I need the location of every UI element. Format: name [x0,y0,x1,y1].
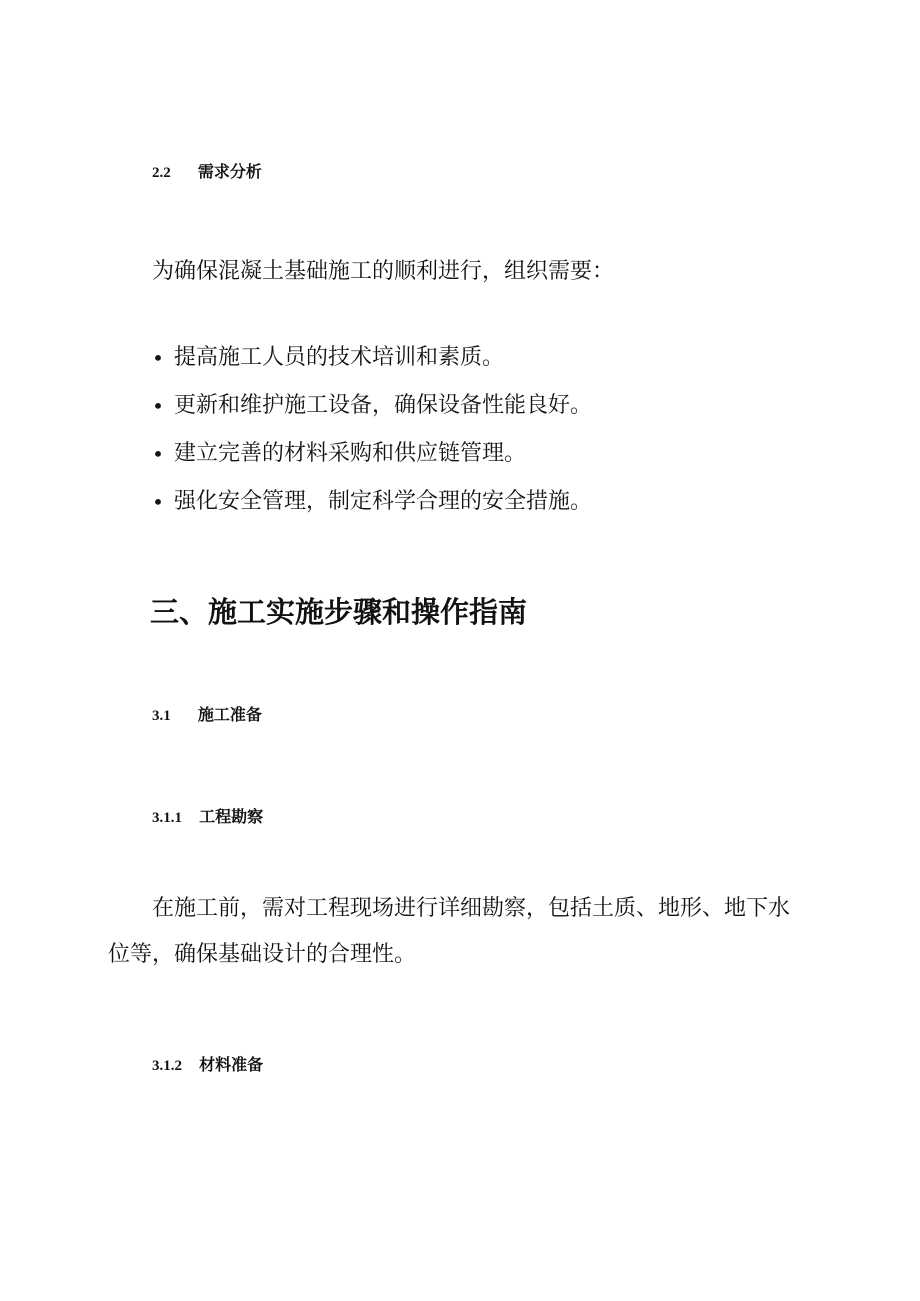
section-3-1-2-title: 材料准备 [199,1055,264,1074]
requirements-list [150,344,750,524]
list-item-text: 强化安全管理，制定科学合理的安全措施。 [174,489,593,514]
bullet-icon: • [152,394,164,418]
list-item [150,440,750,468]
bullet-icon: • [152,442,164,466]
list-item-text: 提高施工人员的技术培训和素质。 [174,345,505,370]
section-3-1-1-title: 工程勘察 [199,807,264,826]
section-3-1-1-number: 3.1.1 [152,810,182,826]
bullet-icon: • [152,490,164,514]
section-2-2-title: 需求分析 [197,162,262,181]
section-3-1-heading [152,703,262,727]
requirements-intro: 为确保混凝土基础施工的顺利进行，组织需要： [152,259,615,284]
section-3-1-title: 施工准备 [197,705,262,724]
list-item-text: 更新和维护施工设备，确保设备性能良好。 [174,393,593,418]
list-item [150,344,750,372]
section-3-1-1-heading [152,805,263,829]
list-item [150,488,750,516]
section-2-2-heading [152,160,262,184]
section-2-2-number: 2.2 [152,165,171,181]
list-item-text: 建立完善的材料采购和供应链管理。 [174,441,527,466]
section-3-1-2-number: 3.1.2 [152,1058,182,1074]
section-3-1-number: 3.1 [152,708,171,724]
section-3-1-2-heading [152,1053,263,1077]
bullet-icon: • [152,346,164,370]
survey-paragraph: 在施工前，需对工程现场进行详细勘察，包括土质、地形、地下水位等，确保基础设计的合理性。 [108,896,791,967]
list-item [150,392,750,420]
chapter-3-heading: 三、施工实施步骤和操作指南 [150,595,528,629]
